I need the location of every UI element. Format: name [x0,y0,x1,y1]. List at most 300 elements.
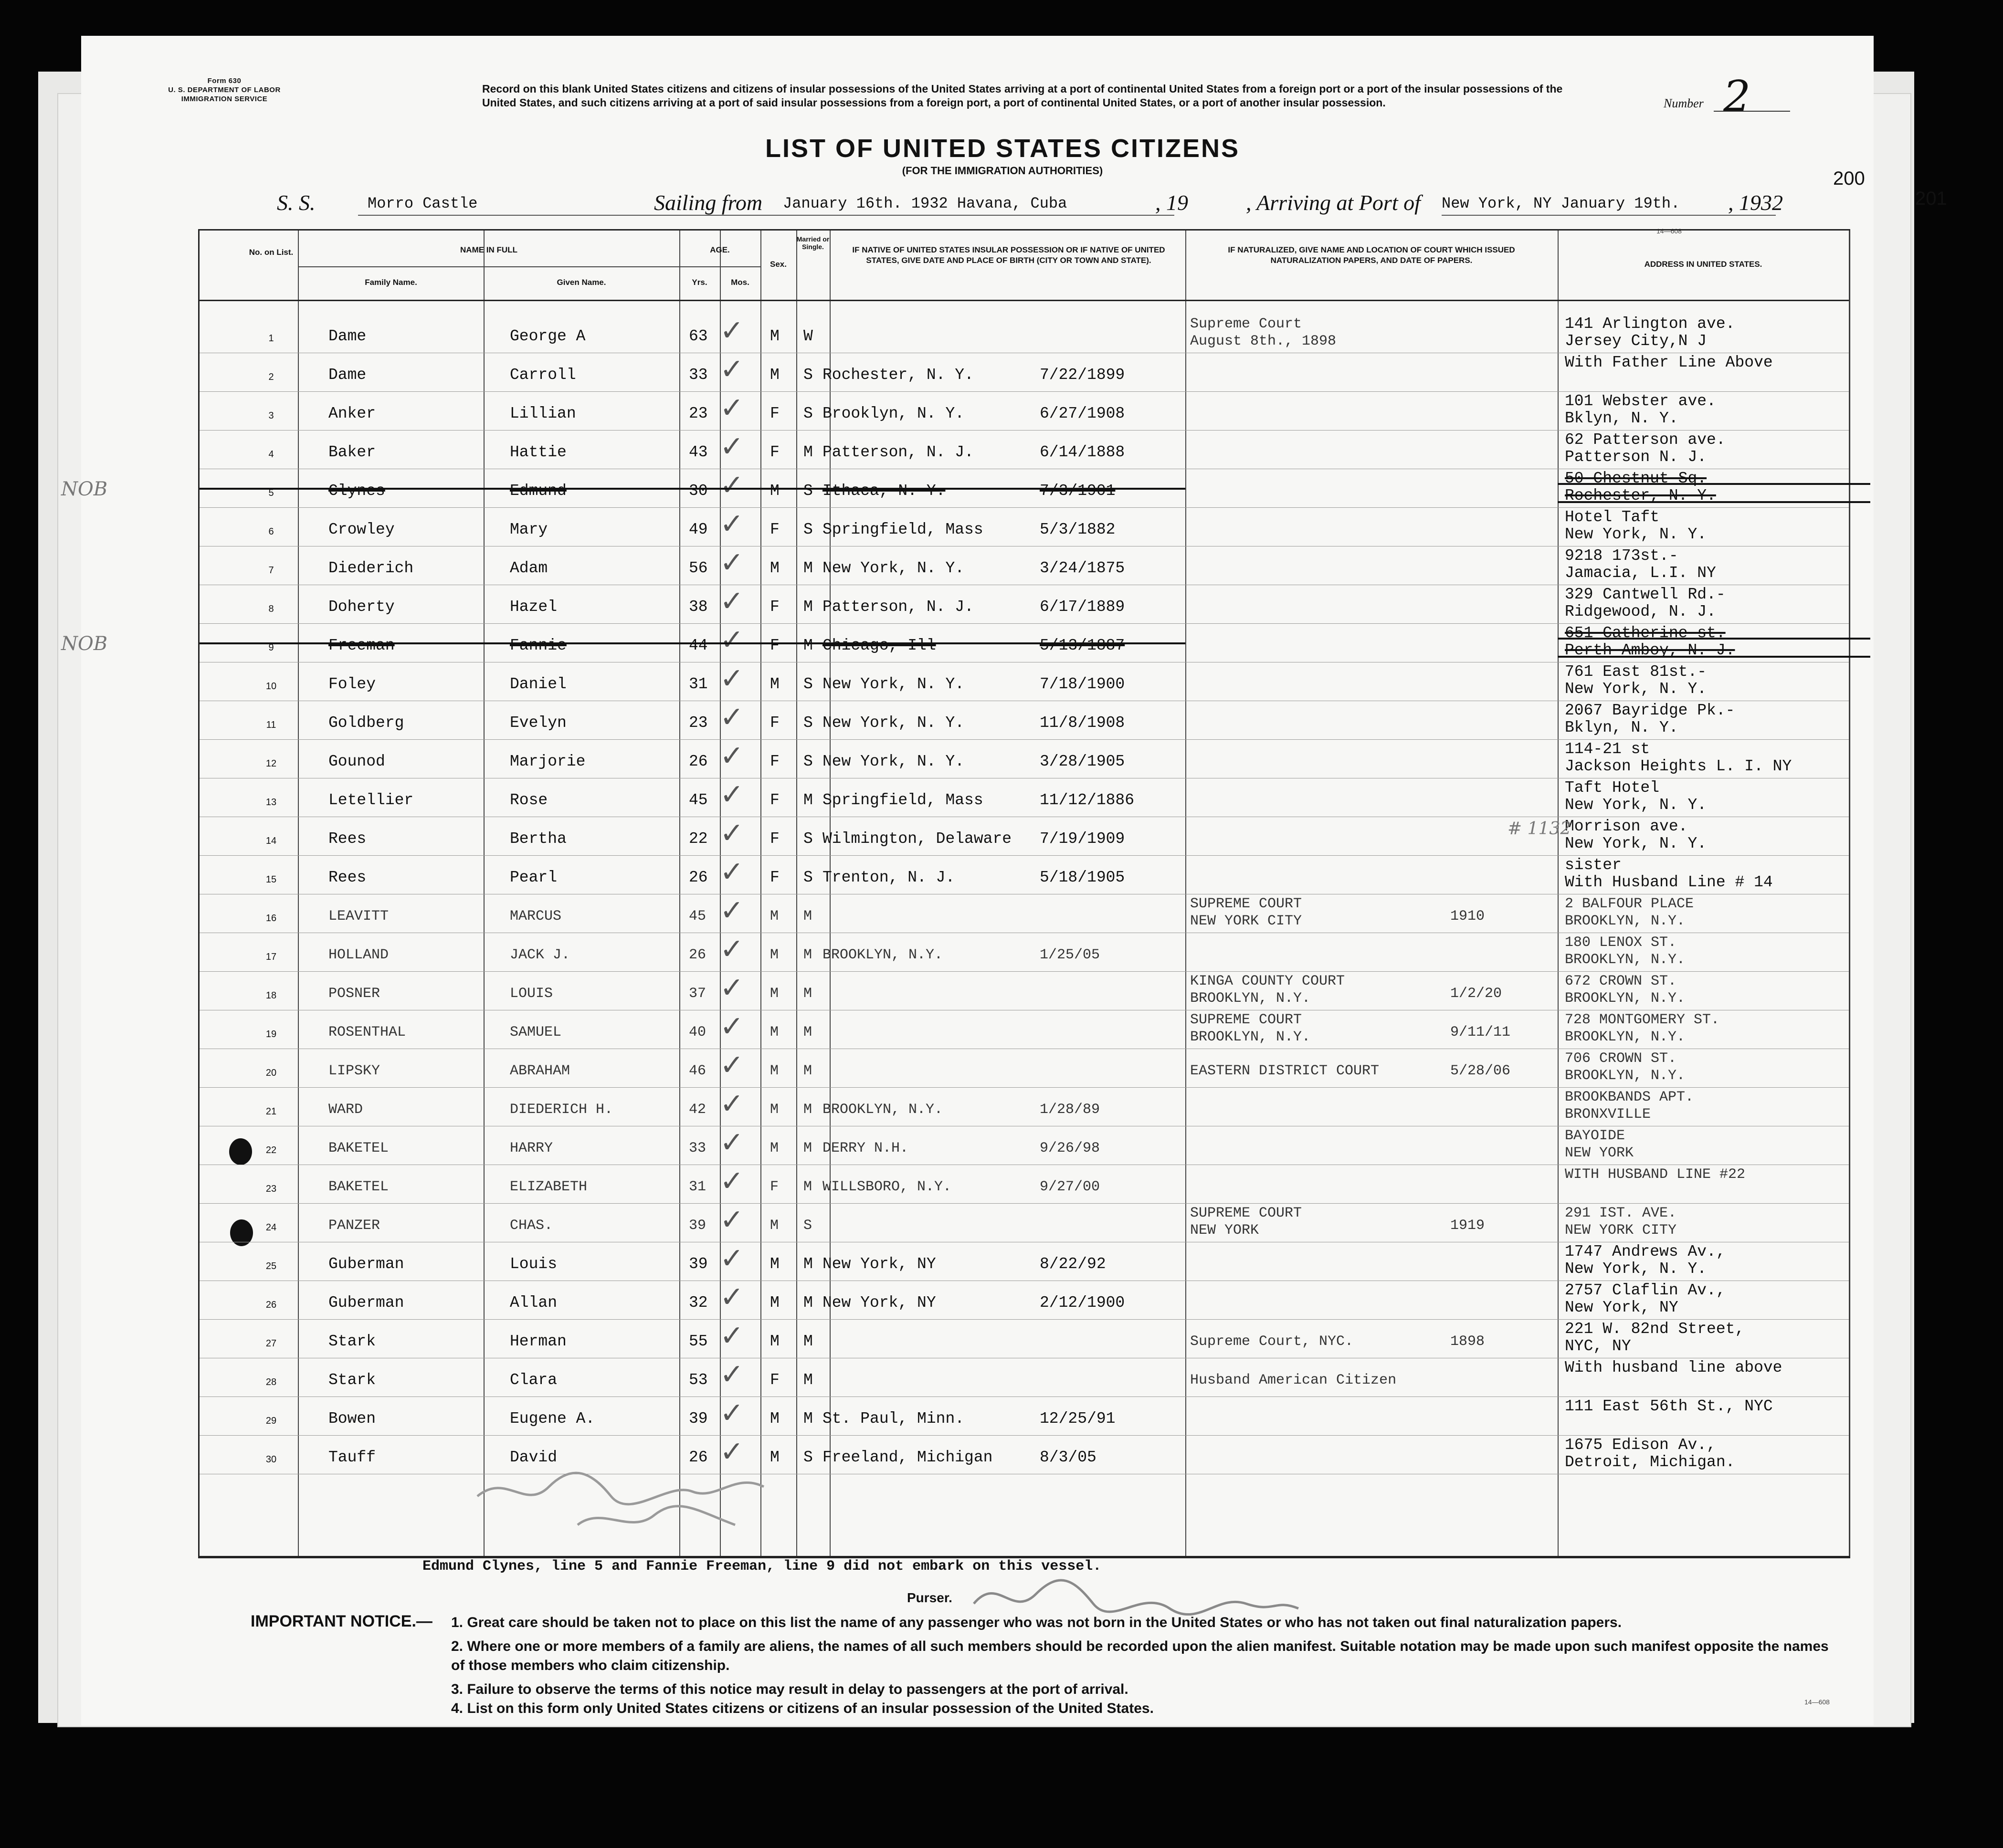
header-sex: Sex. [770,260,787,269]
service-name: IMMIGRATION SERVICE [181,95,268,103]
table-row [200,1126,1849,1169]
birth-place: Brooklyn, N. Y. [822,405,965,422]
row-number: 7 [268,565,274,576]
table-row [200,662,1849,705]
age-years: 23 [689,405,708,422]
address-line-2: BRONXVILLE [1565,1106,1651,1123]
address-line-1: 50 Chestnut Sq. [1565,470,1707,487]
sex: M [770,327,780,345]
age-years: 42 [689,1102,706,1118]
address-line-2: Ridgewood, N. J. [1565,603,1716,620]
age-years: 38 [689,598,708,616]
birth-date: 3/24/1875 [1040,559,1125,577]
family-name: LEAVITT [328,908,389,924]
given-name: Allan [510,1294,558,1312]
number-underline [1714,111,1790,112]
sex: F [770,405,780,422]
naturalization-date: 5/28/06 [1450,1063,1511,1079]
sex: M [770,947,779,963]
family-name: WARD [328,1102,363,1118]
address-line-2: Rochester, N. Y. [1565,487,1716,504]
table-row [200,1087,1849,1131]
row-number: 10 [265,681,277,692]
family-name: Letellier [328,791,414,809]
header-family-name: Family Name. [365,278,417,287]
birth-date: 8/3/05 [1040,1449,1096,1466]
address-line-1: 2067 Bayridge Pk.- [1565,702,1735,719]
checkmark-icon: ✓ [720,1319,744,1353]
marital-status: M [803,908,812,924]
birth-place: Patterson, N. J. [822,443,974,461]
table-row [200,1165,1849,1208]
marital-status: M [803,443,813,461]
address-line-2: NEW YORK [1565,1145,1634,1161]
checkmark-icon: ✓ [720,623,744,657]
age-years: 31 [689,1179,706,1195]
row-number: 4 [268,449,274,460]
row-number: 29 [265,1416,277,1426]
table-row [200,855,1849,899]
age-years: 39 [689,1255,708,1273]
row-number: 15 [265,874,277,885]
sex: M [770,1449,780,1466]
family-name: Baker [328,443,376,461]
sex: F [770,714,780,732]
address-line-1: 101 Webster ave. [1565,392,1716,410]
strike-line [1558,483,1870,485]
checkmark-icon: ✓ [720,739,744,773]
birth-place: DERRY N.H. [822,1140,909,1156]
table-row [200,1358,1849,1401]
sailing-underline [783,215,1174,216]
row-number: 8 [268,604,274,614]
address-line-1: 221 W. 82nd Street, [1565,1320,1745,1338]
checkmark-icon: ✓ [720,314,744,347]
age-years: 37 [689,986,706,1002]
row-number: 28 [265,1377,277,1387]
address-line-1: WITH HUSBAND LINE #22 [1565,1166,1746,1183]
address-line-1: 1675 Edison Av., [1565,1436,1716,1454]
address-line-2: New York, N. Y. [1565,796,1707,814]
address-line-1: 2 BALFOUR PLACE [1565,896,1694,912]
checkmark-icon: ✓ [720,971,744,1005]
annotation-1132: # 1132 [1508,819,1571,839]
row-number: 30 [265,1454,277,1465]
birth-date: 5/3/1882 [1040,521,1116,538]
family-name: Goldberg [328,714,404,732]
marital-status: M [803,1102,812,1118]
strike-line [1558,501,1870,503]
header-rule [200,300,1849,301]
address-line-2: Jamacia, L.I. NY [1565,564,1716,582]
family-name: Dame [328,327,367,345]
address-line-1: 291 IST. AVE. [1565,1205,1677,1221]
header-months: Mos. [731,278,749,287]
given-name: Adam [510,559,548,577]
given-name: Bertha [510,830,567,848]
naturalization-court: SUPREME COURT [1190,896,1302,912]
age-years: 46 [689,1063,706,1079]
checkmark-icon: ✓ [720,1435,744,1469]
address-line-2: With Husband Line # 14 [1565,873,1773,891]
family-name: Dame [328,366,367,384]
margin-annotation: NOB [61,478,108,500]
naturalization-date: 9/11/11 [1450,1024,1511,1040]
birth-place: Springfield, Mass [822,521,983,538]
given-name: LOUIS [510,986,553,1002]
sex: M [770,675,780,693]
notice-item-1: 1. Great care should be taken not to place on this list the name of any passenger who was not born in the United States or who has not taken out final naturalization papers. [451,1615,1622,1630]
sex: F [770,830,780,848]
birth-place: Freeland, Michigan [822,1449,993,1466]
birth-place: New York, N. Y. [822,753,965,770]
given-name: Carroll [510,366,576,384]
given-name: DIEDERICH H. [510,1102,613,1118]
address-line-2: New York, N. Y. [1565,835,1707,852]
table-row [200,314,1849,357]
address-line-2: Patterson N. J. [1565,448,1707,466]
naturalization-court-detail: August 8th., 1898 [1190,333,1337,349]
signature-scrawl [468,1453,1041,1549]
naturalization-court: SUPREME COURT [1190,1205,1302,1221]
checkmark-icon: ✓ [720,507,744,541]
header-birth: IF NATIVE OF UNITED STATES INSULAR POSSESSION OR IF NATIVE OF UNITED STATES, GIVE DATE AND PLACE OF BIRTH (CITY OR TOWN AND STATE). [852,245,1165,265]
age-years: 30 [689,482,708,500]
marital-status: S [803,675,813,693]
family-name: BAKETEL [328,1179,389,1195]
address-line-1: Morrison ave. [1565,818,1688,835]
family-name: LIPSKY [328,1063,380,1079]
birth-place: New York, NY [822,1294,936,1312]
given-name: Louis [510,1255,558,1273]
sex: M [770,1410,780,1428]
birth-date: 6/17/1889 [1040,598,1125,616]
column-divider [1849,231,1850,1556]
naturalization-date: 1/2/20 [1450,986,1502,1002]
marital-status: S [803,521,813,538]
birth-place: BROOKLYN, N.Y. [822,1102,943,1118]
birth-place: Patterson, N. J. [822,598,974,616]
sex: F [770,443,780,461]
given-name: Herman [510,1333,567,1350]
marital-status: M [803,947,812,963]
birth-date: 6/14/1888 [1040,443,1125,461]
sex: F [770,637,780,654]
sex: M [770,1333,780,1350]
table-row [200,1203,1849,1247]
age-years: 26 [689,753,708,770]
sex: F [770,521,780,538]
checkmark-icon: ✓ [720,778,744,811]
address-line-2: Detroit, Michigan. [1565,1453,1735,1471]
birth-place: New York, N. Y. [822,675,965,693]
birth-date: 3/28/1905 [1040,753,1125,770]
age-years: 22 [689,830,708,848]
address-line-1: 141 Arlington ave. [1565,315,1735,333]
arriving-value: New York, NY January 19th. [1442,195,1680,212]
age-years: 45 [689,908,706,924]
marital-status: M [803,1179,812,1195]
year-label: , 19 [1155,190,1188,215]
row-number: 16 [265,913,277,924]
birth-date: 9/27/00 [1040,1179,1100,1195]
notice-item-2: 2. Where one or more members of a family are aliens, the names of all such members should be recorded upon the alien manifest. Suitable notation may be made upon such manifest opposite the names of those members who claim citizenship. [451,1638,1829,1673]
given-name: Edmund [510,482,567,500]
given-name: SAMUEL [510,1024,562,1040]
address-line-1: 62 Patterson ave. [1565,431,1726,449]
age-years: 33 [689,1140,706,1156]
checkmark-icon: ✓ [720,585,744,618]
age-years: 45 [689,791,708,809]
age-years: 31 [689,675,708,693]
age-years: 39 [689,1410,708,1428]
marital-status: M [803,1410,813,1428]
birth-place: New York, N. Y. [822,714,965,732]
sex: M [770,1024,779,1040]
address-line-2: Perth Amboy, N. J. [1565,641,1735,659]
strike-line [1558,638,1870,640]
sex: M [770,1294,780,1312]
birth-date: 2/12/1900 [1040,1294,1125,1312]
ss-label: S. S. [277,190,316,215]
address-line-1: sister [1565,856,1622,874]
naturalization-court: KINGA COUNTY COURT [1190,973,1345,989]
marital-status: M [803,1294,813,1312]
form-code: 14—608 [1656,227,1682,235]
family-name: Crowley [328,521,395,538]
birth-place: Springfield, Mass [822,791,983,809]
row-number: 25 [265,1261,277,1271]
given-name: Marjorie [510,753,586,770]
age-years: 33 [689,366,708,384]
family-name: Guberman [328,1255,404,1273]
checkmark-icon: ✓ [720,933,744,966]
age-years: 56 [689,559,708,577]
list-number: 2 [1723,72,1751,122]
family-name: HOLLAND [328,947,389,963]
marital-status: M [803,559,813,577]
marital-status: M [803,986,812,1002]
naturalization-date: 1898 [1450,1334,1485,1350]
checkmark-icon: ✓ [720,1358,744,1391]
age-years: 23 [689,714,708,732]
sex: M [770,1218,779,1234]
row-number: 24 [265,1222,277,1233]
form-code-bottom: 14—608 [1804,1698,1830,1706]
given-name: Evelyn [510,714,567,732]
family-name: POSNER [328,986,380,1002]
marital-status: S [803,1449,813,1466]
birth-place: New York, N. Y. [822,559,965,577]
strike-line [1558,656,1870,658]
table-row [200,1010,1849,1053]
checkmark-icon: ✓ [720,1242,744,1275]
naturalization-court: Husband American Citizen [1190,1372,1397,1388]
address-line-1: 114-21 st [1565,740,1650,758]
page-number-stamp-2: 201 [1915,188,1947,209]
voyage-line [277,190,1862,219]
given-name: MARCUS [510,908,562,924]
checkmark-icon: ✓ [720,391,744,425]
family-name: Foley [328,675,376,693]
checkmark-icon: ✓ [720,469,744,502]
header-number: No. on List. [249,248,294,257]
given-name: Mary [510,521,548,538]
row-number: 9 [268,642,274,653]
sex: F [770,1371,780,1389]
given-name: CHAS. [510,1218,553,1234]
marital-status: M [803,598,813,616]
birth-place: St. Paul, Minn. [822,1410,965,1428]
address-line-2: BROOKLYN, N.Y. [1565,913,1686,929]
naturalization-date: 1910 [1450,908,1485,924]
table-row [200,546,1849,589]
sex: M [770,559,780,577]
checkmark-icon: ✓ [720,701,744,734]
header-address: ADDRESS IN UNITED STATES. [1644,260,1762,269]
family-name: Freeman [328,637,395,654]
checkmark-icon: ✓ [720,1010,744,1043]
address-line-2: BROOKLYN, N.Y. [1565,1029,1686,1045]
birth-place: New York, NY [822,1255,936,1273]
checkmark-icon: ✓ [720,1049,744,1082]
sex: M [770,1255,780,1273]
address-line-2: Jackson Heights L. I. NY [1565,757,1792,775]
birth-place: Trenton, N. J. [822,869,955,886]
table-row [200,623,1849,667]
family-name: Stark [328,1371,376,1389]
naturalization-court-detail: NEW YORK [1190,1222,1259,1239]
address-line-2: BROOKLYN, N.Y. [1565,1068,1686,1084]
table-row [200,739,1849,783]
header-married-single: Married or Single. [796,235,830,251]
sex: F [770,791,780,809]
given-name: ELIZABETH [510,1179,588,1195]
table-row [200,971,1849,1015]
table-row [200,817,1849,860]
family-name: Doherty [328,598,395,616]
family-name: Tauff [328,1449,376,1466]
header-years: Yrs. [692,278,707,287]
marital-status: S [803,1218,812,1234]
address-line-1: BROOKBANDS APT. [1565,1089,1694,1105]
birth-place: WILLSBORO, N.Y. [822,1179,952,1195]
row-number: 17 [265,952,277,962]
naturalization-court: EASTERN DISTRICT COURT [1190,1063,1380,1079]
birth-date: 7/18/1900 [1040,675,1125,693]
address-line-2: New York, N. Y. [1565,1260,1707,1278]
row-number: 3 [268,410,274,421]
age-years: 39 [689,1218,706,1234]
passenger-table [61,229,1850,1558]
sex: F [770,869,780,886]
row-number: 27 [265,1338,277,1349]
given-name: ABRAHAM [510,1063,570,1079]
family-name: Stark [328,1333,376,1350]
birth-date: 9/26/98 [1040,1140,1100,1156]
given-name: Hattie [510,443,567,461]
table-row [200,1242,1849,1285]
notice-item-4: 4. List on this form only United States citizens or citizens of an insular possession of the United States. [451,1701,1154,1716]
age-years: 63 [689,327,708,345]
marital-status: S [803,714,813,732]
sex: F [770,1179,779,1195]
naturalization-court: SUPREME COURT [1190,1012,1302,1028]
checkmark-icon: ✓ [720,1203,744,1237]
given-name: JACK J. [510,947,570,963]
address-line-2: Bklyn, N. Y. [1565,719,1678,736]
age-years: 26 [689,869,708,886]
table-row [200,469,1849,512]
header-subrule [298,266,680,267]
address-line-2: BROOKLYN, N.Y. [1565,952,1686,968]
table-row [200,778,1849,821]
row-number: 12 [265,758,277,769]
table-row [200,1049,1849,1092]
sex: M [770,482,780,500]
family-name: BAKETEL [328,1140,389,1156]
marital-status: S [803,366,813,384]
address-line-1: Hotel Taft [1565,508,1660,526]
row-number: 11 [266,720,276,730]
row-number: 23 [265,1184,277,1194]
row-number: 14 [265,836,277,846]
marital-status: M [803,637,813,654]
row-number: 20 [265,1068,277,1078]
address-line-1: BAYOIDE [1565,1128,1625,1144]
checkmark-icon: ✓ [720,662,744,695]
birth-date: 5/13/1887 [1040,637,1125,654]
number-label: Number [1664,96,1704,110]
address-line-2: NEW YORK CITY [1565,1222,1677,1239]
row-number: 1 [268,333,274,344]
marital-status: M [803,1333,813,1350]
checkmark-icon: ✓ [720,817,744,850]
marital-status: S [803,869,813,886]
birth-date: 7/19/1909 [1040,830,1125,848]
given-name: Clara [510,1371,558,1389]
family-name: Diederich [328,559,414,577]
family-name: ROSENTHAL [328,1024,406,1040]
row-number: 19 [265,1029,277,1040]
address-line-2: New York, NY [1565,1299,1678,1316]
marital-status: M [803,1140,812,1156]
table-row [200,701,1849,744]
header-subrule [679,266,760,267]
sailing-label: Sailing from [654,190,763,215]
family-name: Rees [328,869,367,886]
checkmark-icon: ✓ [720,430,744,463]
given-name: Rose [510,791,548,809]
checkmark-icon: ✓ [720,894,744,927]
birth-date: 7/22/1899 [1040,366,1125,384]
sex: M [770,986,779,1002]
ship-underline [358,215,835,216]
given-name: Lillian [510,405,576,422]
birth-date: 12/25/91 [1040,1410,1116,1428]
family-name: Guberman [328,1294,404,1312]
age-years: 44 [689,637,708,654]
address-line-1: 761 East 81st.- [1565,663,1707,681]
address-line-2: NYC, NY [1565,1337,1631,1355]
birth-place: Rochester, N. Y. [822,366,974,384]
address-line-1: 329 Cantwell Rd.- [1565,586,1726,603]
given-name: Daniel [510,675,567,693]
address-line-1: 111 East 56th St., NYC [1565,1397,1773,1415]
birth-place: Wilmington, Delaware [822,830,1012,848]
ship-name: Morro Castle [368,195,478,212]
checkmark-icon: ✓ [720,1126,744,1159]
